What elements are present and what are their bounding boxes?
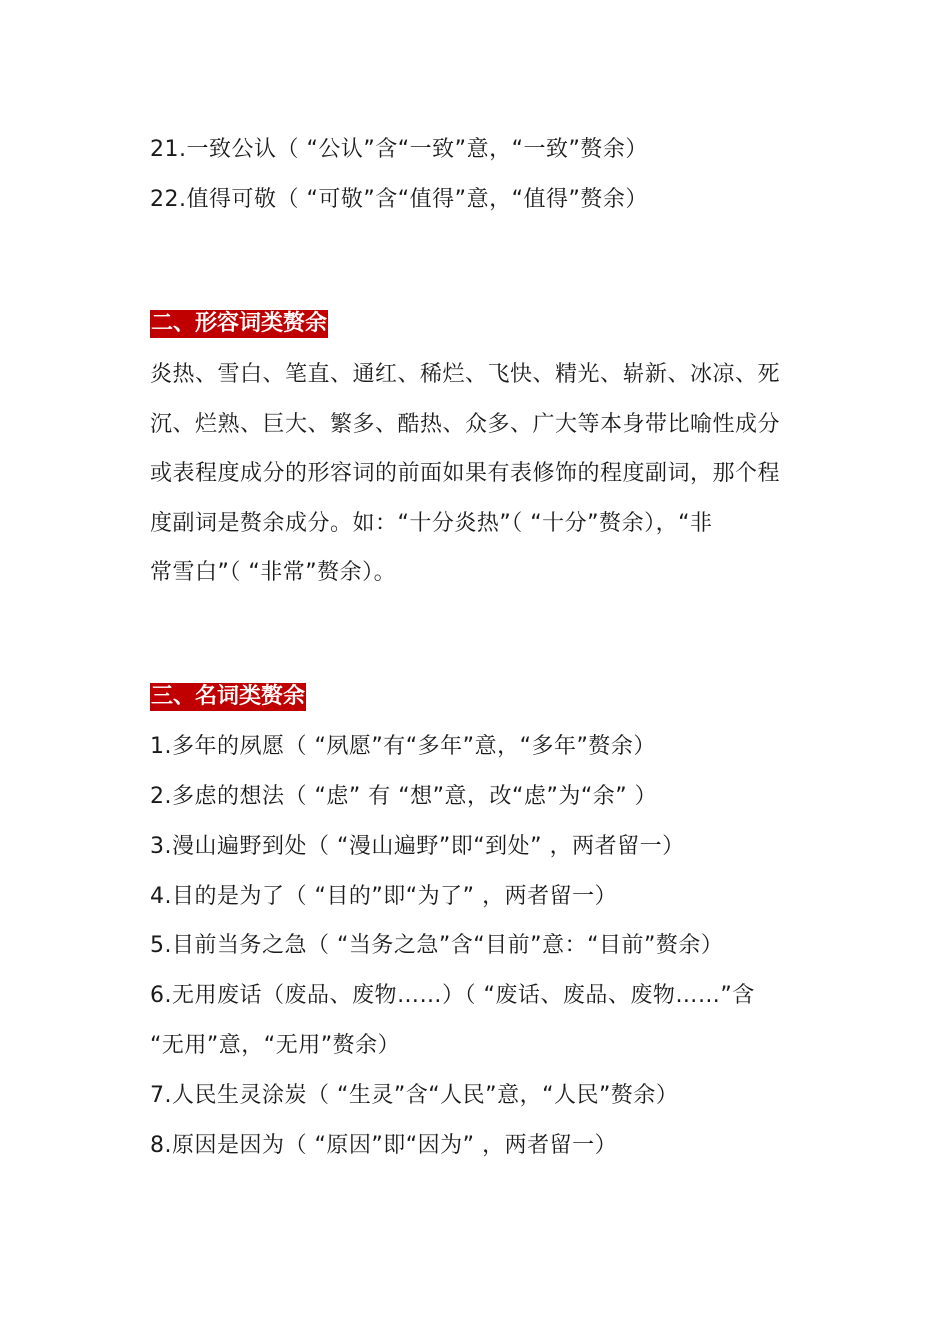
section-heading-adjectives: 二、形容词类赘余 — [151, 311, 328, 336]
paragraph-line: 沉、烂熟、巨大、繁多、酷热、众多、广大等本身带比喻性成分 — [150, 412, 781, 437]
list-item-6: 6.无用废话（废品、废物……）（ “废话、废品、废物……”含 — [150, 983, 755, 1008]
list-item-4: 4.目的是为了（ “目的”即“为了” ，两者留一） — [150, 884, 618, 909]
paragraph-line: 常雪白”（ “非常”赘余）。 — [150, 560, 397, 585]
list-item-3: 3.漫山遍野到处（ “漫山遍野”即“到处” ，两者留一） — [150, 834, 685, 859]
list-item-7: 7.人民生灵涂炭（ “生灵”含“人民”意，“人民”赘余） — [150, 1083, 679, 1108]
section-heading-nouns: 三、名词类赘余 — [151, 684, 306, 709]
list-item-8: 8.原因是因为（ “原因”即“因为” ，两者留一） — [150, 1133, 618, 1158]
list-item-22: 22.值得可敬（ “可敬”含“值得”意，“值得”赘余） — [150, 187, 648, 212]
list-item-21: 21.一致公认（ “公认”含“一致”意，“一致”赘余） — [150, 137, 648, 162]
paragraph-line: 炎热、雪白、笔直、通红、稀烂、飞快、精光、崭新、冰凉、死 — [150, 362, 781, 387]
paragraph-line: 度副词是赘余成分。如：“十分炎热”（ “十分”赘余），“非 — [150, 511, 713, 536]
paragraph-line: 或表程度成分的形容词的前面如果有表修饰的程度副词，那个程 — [150, 461, 781, 486]
list-item-6-continued: “无用”意，“无用”赘余） — [150, 1033, 401, 1058]
list-item-1: 1.多年的夙愿（ “夙愿”有“多年”意，“多年”赘余） — [150, 734, 656, 759]
list-item-2: 2.多虑的想法（ “虑” 有 “想”意，改“虑”为“余” ） — [150, 784, 658, 809]
list-item-5: 5.目前当务之急（ “当务之急”含“目前”意：“目前”赘余） — [150, 933, 724, 958]
